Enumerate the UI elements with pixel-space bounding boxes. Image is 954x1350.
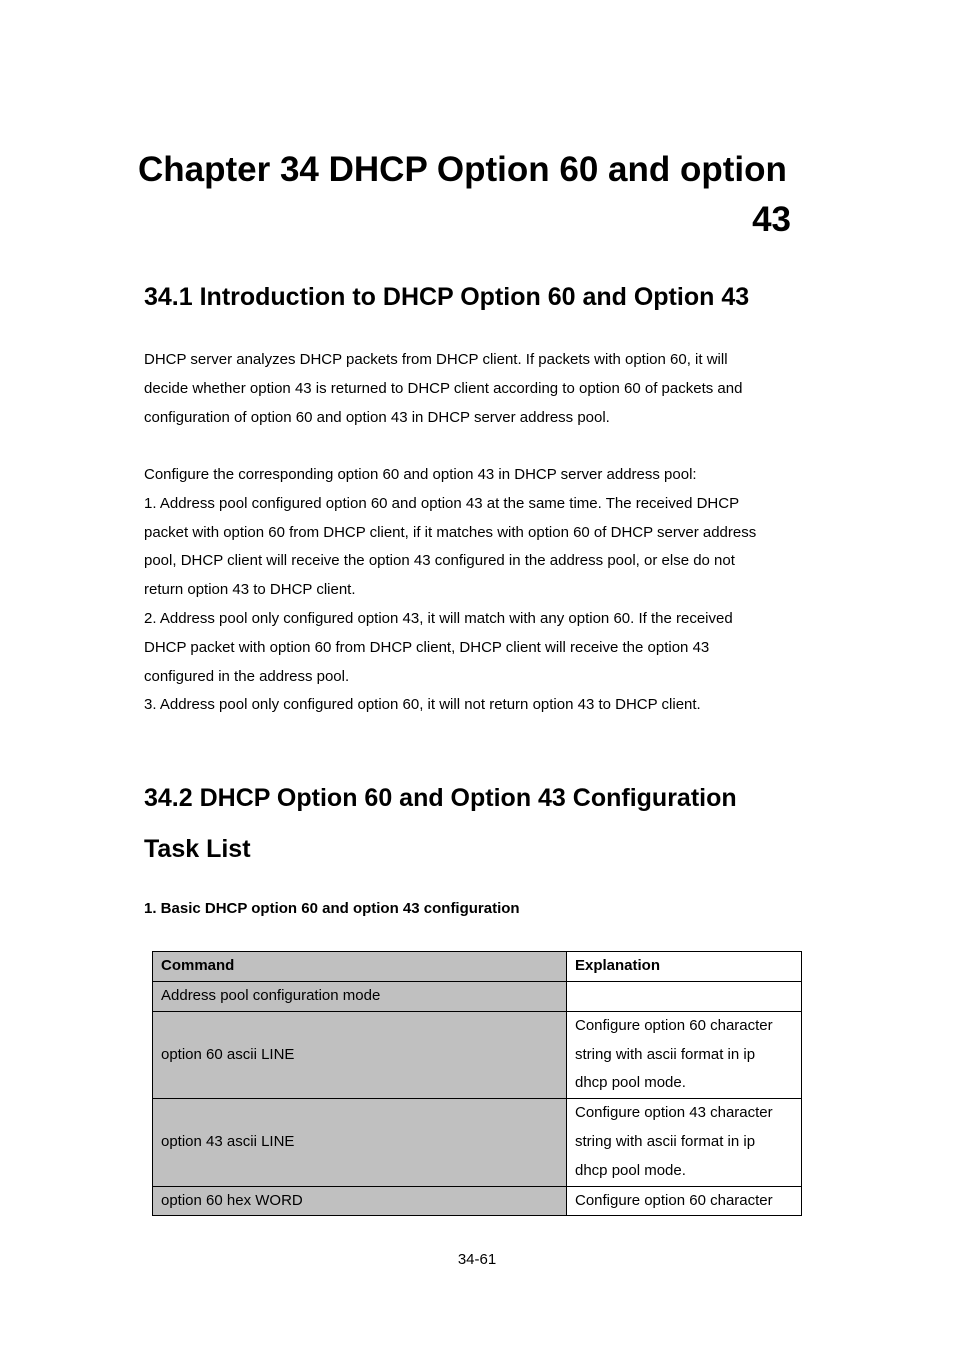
paragraph-line: packet with option 60 from DHCP client, if it matches with option 60 of DHCP server address — [144, 523, 757, 541]
table-row — [153, 1011, 802, 1098]
paragraph-line: DHCP server analyzes DHCP packets from DHCP client. If packets with option 60, it will — [144, 351, 728, 368]
table-row — [153, 1099, 802, 1186]
intro-paragraph — [144, 346, 810, 432]
paragraph-line: configured in the address pool. — [144, 667, 350, 685]
section-heading-line-1: 34.2 DHCP Option 60 and Option 43 Configuration — [144, 784, 737, 812]
paragraph-line: pool, DHCP client will receive the option 43 configured in the address pool, or else do not — [144, 552, 735, 570]
paragraph-line: 1. Address pool configured option 60 and option 43 at the same time. The received DHCP — [144, 494, 740, 512]
section-heading-34-1: 34.1 Introduction to DHCP Option 60 and Option 43 — [144, 283, 750, 311]
paragraph-line: DHCP packet with option 60 from DHCP client, DHCP client will receive the option 43 — [144, 638, 710, 656]
paragraph-line: 2. Address pool only configured option 43, it will match with any option 60. If the received — [144, 609, 733, 627]
task-heading: 1. Basic DHCP option 60 and option 43 configuration — [144, 900, 520, 917]
page-number: 34-61 — [457, 1251, 497, 1268]
chapter-title-line-2: 43 — [752, 200, 791, 239]
table-header-explanation: Explanation — [567, 952, 802, 982]
paragraph-line: return option 43 to DHCP client. — [144, 581, 356, 599]
table-row — [153, 981, 802, 1011]
command-table — [152, 951, 802, 1216]
table-cell-explanation: Configure option 60 character — [567, 1186, 802, 1216]
explanation-line: Configure option 60 character — [575, 1016, 773, 1034]
explanation-line: dhcp pool mode. — [575, 1161, 686, 1179]
explanation-line: dhcp pool mode. — [575, 1074, 686, 1092]
paragraph-line: 3. Address pool only configured option 60, it will not return option 43 to DHCP client. — [144, 696, 701, 714]
explanation-line: string with ascii format in ip — [575, 1045, 756, 1063]
table-header-command: Command — [153, 952, 567, 982]
table-cell-command: option 43 ascii LINE — [153, 1099, 567, 1186]
chapter-title — [138, 145, 791, 245]
explanation-line: Configure option 43 character — [575, 1104, 773, 1122]
table-header-row — [153, 952, 802, 982]
table-cell-command: Address pool configuration mode — [153, 981, 567, 1011]
table-cell-command: option 60 ascii LINE — [153, 1011, 567, 1098]
section-heading-34-2 — [144, 773, 737, 875]
explanation-line: string with ascii format in ip — [575, 1132, 756, 1150]
table-cell-explanation — [567, 1011, 802, 1098]
table-cell-explanation — [567, 981, 802, 1011]
table-cell-command: option 60 hex WORD — [153, 1186, 567, 1216]
table-cell-explanation — [567, 1099, 802, 1186]
section-heading-line-2: Task List — [144, 835, 251, 863]
paragraph-line: Configure the corresponding option 60 and option 43 in DHCP server address pool: — [144, 466, 697, 483]
config-paragraph — [144, 461, 810, 720]
paragraph-line: configuration of option 60 and option 43 in DHCP server address pool. — [144, 408, 610, 426]
paragraph-line: decide whether option 43 is returned to DHCP client according to option 60 of packets and — [144, 379, 743, 397]
table-row — [153, 1186, 802, 1216]
chapter-title-line-1: Chapter 34 DHCP Option 60 and option — [138, 150, 787, 189]
